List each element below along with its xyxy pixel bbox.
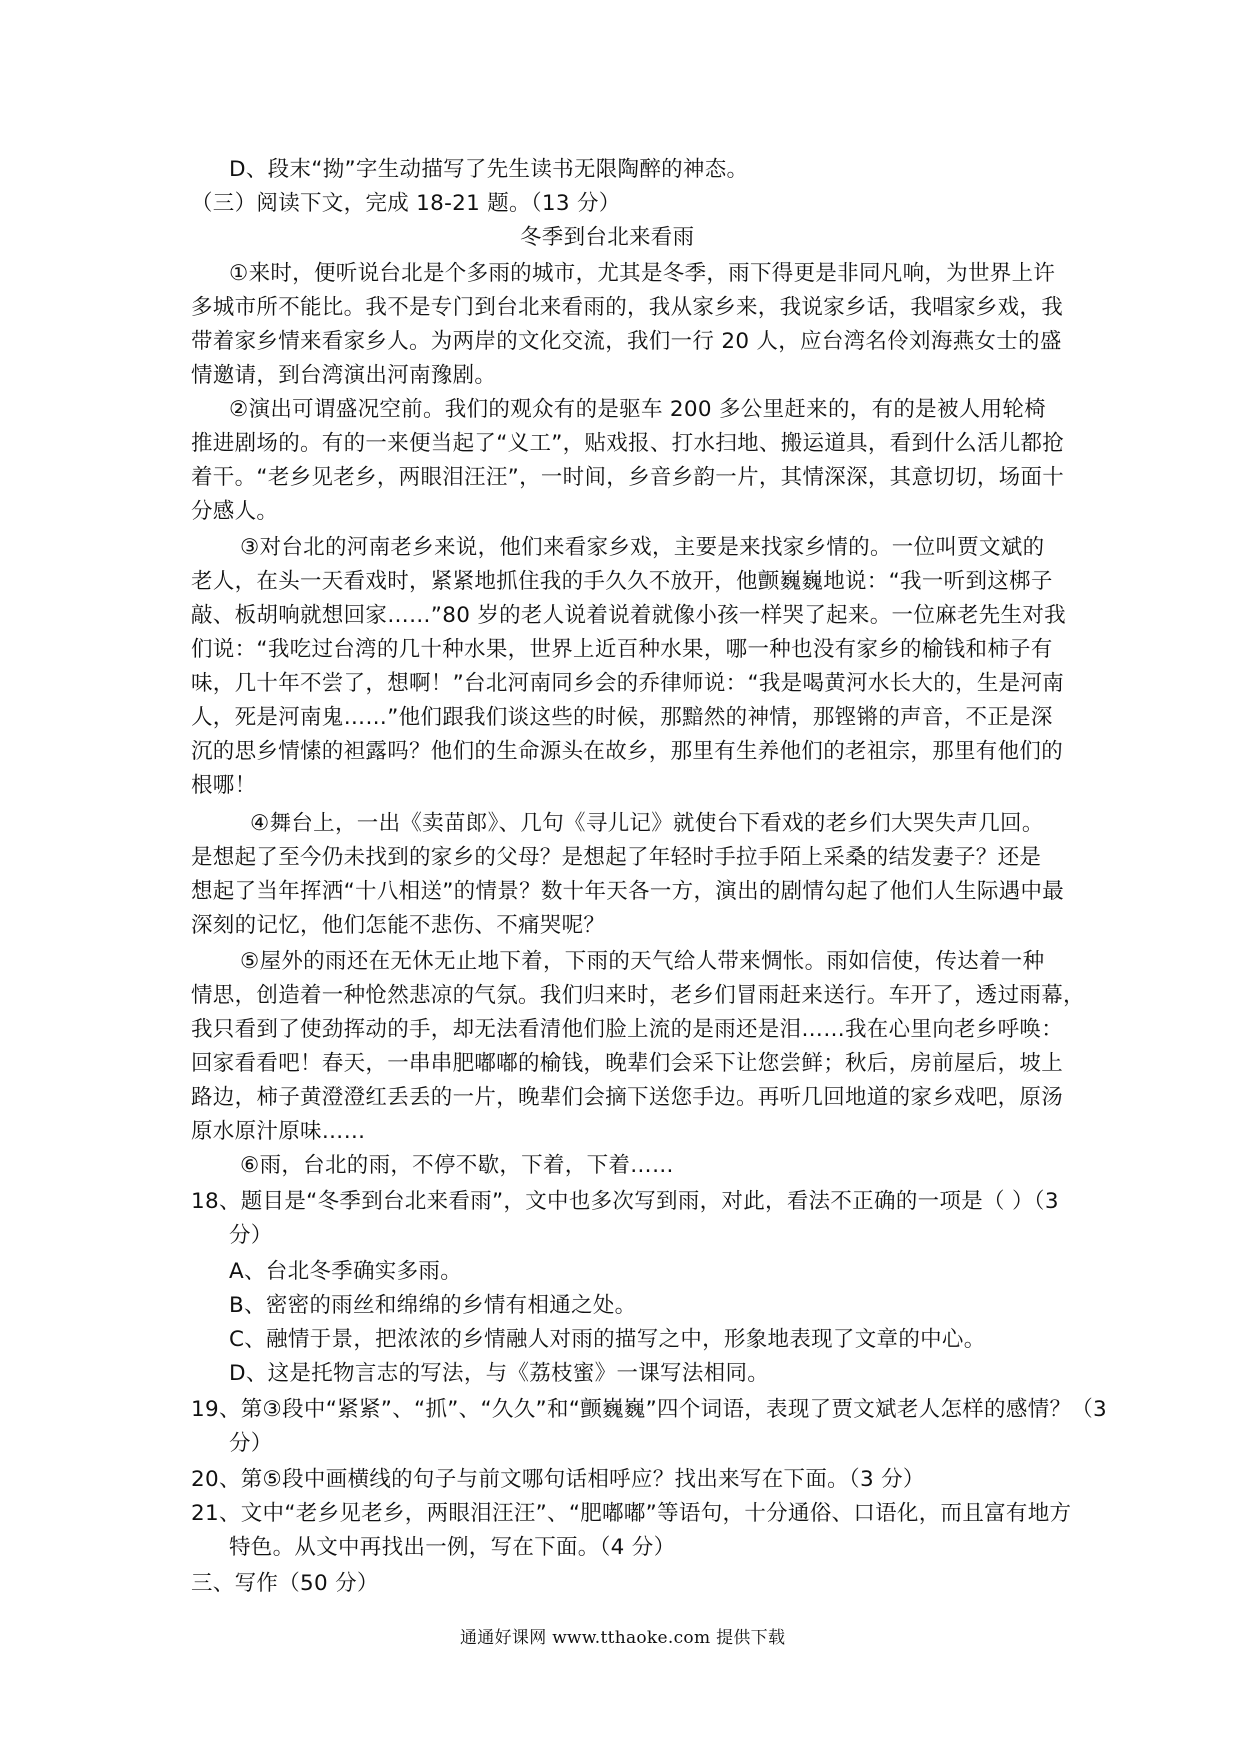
paragraph-line: 着干。“老乡见老乡，两眼泪汪汪”，一时间，乡音乡韵一片，其情深深，其意切切，场面十 [191,465,1065,490]
paragraph-line: 情邀请，到台湾演出河南豫剧。 [191,363,497,388]
question-18-cont: 分） [229,1223,273,1248]
option-b: B、密密的雨丝和绵绵的乡情有相通之处。 [229,1293,637,1318]
paragraph-line: 是想起了至今仍未找到的家乡的父母？是想起了年轻时手拉手陌上采桑的结发妻子？还是 [191,845,1042,870]
option-c: C、融情于景，把浓浓的乡情融人对雨的描写之中，形象地表现了文章的中心。 [229,1327,986,1352]
option-d-prev: D、段末“拗”字生动描写了先生读书无限陶醉的神态。 [229,157,749,182]
paragraph-line: 带着家乡情来看家乡人。为两岸的文化交流，我们一行 20 人，应台湾名伶刘海燕女士的盛 [191,329,1062,354]
paragraph-line: 分感人。 [191,499,279,524]
article-title: 冬季到台北来看雨 [520,225,695,250]
question-20: 20、第⑤段中画横线的句子与前文哪句话相呼应？找出来写在下面。（3 分） [191,1467,925,1492]
section-heading: （三）阅读下文，完成 18-21 题。（13 分） [191,191,621,216]
paragraph-line: 老人，在头一天看戏时，紧紧地抓住我的手久久不放开，他颤巍巍地说：“我一听到这梆子 [191,569,1053,594]
question-18: 18、题目是“冬季到台北来看雨”，文中也多次写到雨，对此，看法不正确的一项是（ ）（3 [191,1189,1059,1214]
question-21-cont: 特色。从文中再找出一例，写在下面。（4 分） [229,1535,676,1560]
paragraph-line: ①来时，便听说台北是个多雨的城市，尤其是冬季，雨下得更是非同凡响，为世界上许 [229,261,1056,286]
paragraph-line: 推进剧场的。有的一来便当起了“义工”，贴戏报、打水扫地、搬运道具，看到什么活儿都抢 [191,431,1065,456]
option-a: A、台北冬季确实多雨。 [229,1259,463,1284]
paragraph-line: 多城市所不能比。我不是专门到台北来看雨的，我从家乡来，我说家乡话，我唱家乡戏，我 [191,295,1064,320]
paragraph-line: 情思，创造着一种怆然悲凉的气氛。我们归来时，老乡们冒雨赶来送行。车开了，透过雨幕， [191,983,1085,1008]
paragraph-line: 敲、板胡响就想回家……”80 岁的老人说着说着就像小孩一样哭了起来。一位麻老先生对我 [191,603,1066,628]
writing-section-heading: 三、写作（50 分） [191,1571,379,1596]
question-19: 19、第③段中“紧紧”、“抓”、“久久”和“颤巍巍”四个词语，表现了贾文斌老人怎样的感情？（3 [191,1397,1108,1422]
paragraph-line: 味，几十年不尝了，想啊！”台北河南同乡会的乔律师说：“我是喝黄河水长大的，生是河南 [191,671,1065,696]
paragraph-line: ③对台北的河南老乡来说，他们来看家乡戏，主要是来找家乡情的。一位叫贾文斌的 [240,535,1045,560]
paragraph-line: 回家看看吧！春天，一串串肥嘟嘟的榆钱，晚辈们会采下让您尝鲜；秋后，房前屋后，坡上 [191,1051,1064,1076]
paragraph-line: 我只看到了使劲挥动的手，却无法看清他们脸上流的是雨还是泪……我在心里向老乡呼唤： [191,1017,1064,1042]
footer-watermark: 通通好课网 www.tthaoke.com 提供下载 [460,1628,786,1648]
paragraph-line: 人，死是河南鬼……”他们跟我们谈这些的时候，那黯然的神情，那铿锵的声音，不正是深 [191,705,1053,730]
question-21: 21、文中“老乡见老乡，两眼泪汪汪”、“肥嘟嘟”等语句，十分通俗、口语化，而且富有地方 [191,1501,1072,1526]
option-d: D、这是托物言志的写法，与《荔枝蜜》一课写法相同。 [229,1361,770,1386]
paragraph-line: ⑤屋外的雨还在无休无止地下着，下雨的天气给人带来惆怅。雨如信使，传达着一种 [240,949,1045,974]
paragraph-line: ②演出可谓盛况空前。我们的观众有的是驱车 200 多公里赶来的，有的是被人用轮椅 [229,397,1046,422]
question-19-cont: 分） [229,1431,273,1456]
paragraph-line: 深刻的记忆，他们怎能不悲伤、不痛哭呢？ [191,913,606,938]
paragraph-line: 原水原汁原味…… [191,1119,366,1144]
paragraph-line: 沉的思乡情愫的袒露吗？他们的生命源头在故乡，那里有生养他们的老祖宗，那里有他们的 [191,739,1064,764]
paragraph-line: ⑥雨，台北的雨，不停不歇，下着，下着…… [240,1153,674,1178]
paragraph-line: ④舞台上，一出《卖苗郎》、几句《寻儿记》就使台下看戏的老乡们大哭失声几回。 [250,811,1044,836]
paragraph-line: 们说：“我吃过台湾的几十种水果，世界上近百种水果，哪一种也没有家乡的榆钱和柿子有 [191,637,1053,662]
paragraph-line: 想起了当年挥洒“十八相送”的情景？数十年天各一方，演出的剧情勾起了他们人生际遇中最 [191,879,1065,904]
paragraph-line: 根哪！ [191,773,257,798]
paragraph-line: 路边，柿子黄澄澄红丢丢的一片，晚辈们会摘下送您手边。再听几回地道的家乡戏吧，原汤 [191,1085,1064,1110]
